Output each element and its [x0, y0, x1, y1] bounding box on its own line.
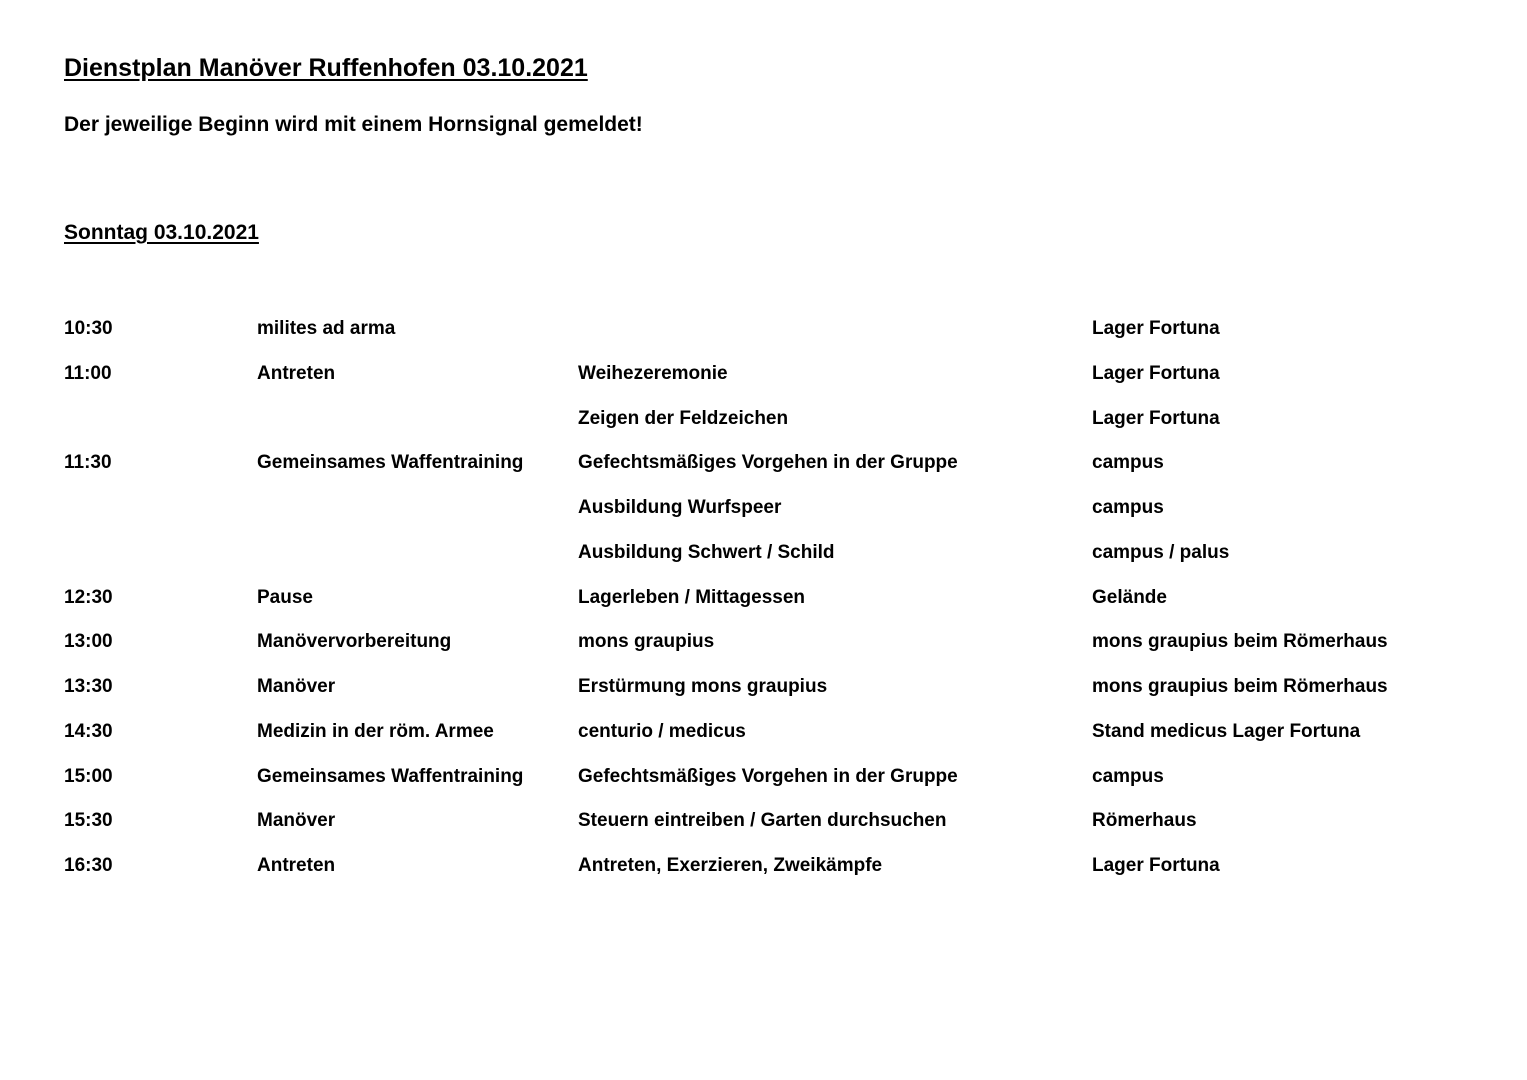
document-title: Dienstplan Manöver Ruffenhofen 03.10.2021 [64, 54, 588, 82]
schedule-row [64, 665, 1484, 710]
detail-cell: Ausbildung Wurfspeer [578, 497, 782, 518]
document-subtitle: Der jeweilige Beginn wird mit einem Hornsignal gemeldet! [64, 113, 643, 136]
location-cell: Lager Fortuna [1092, 318, 1220, 339]
detail-cell: centurio / medicus [578, 720, 746, 742]
location-cell: campus [1092, 497, 1164, 518]
activity-cell: Pause [257, 586, 313, 608]
time-cell: 11:30 [64, 452, 112, 474]
location-cell: Stand medicus Lager Fortuna [1092, 720, 1361, 742]
schedule-row [64, 755, 1484, 800]
detail-cell: Zeigen der Feldzeichen [578, 407, 789, 429]
detail-cell: mons graupius [578, 631, 715, 653]
location-cell: campus / palus [1092, 541, 1230, 563]
location-cell: Römerhaus [1092, 810, 1197, 832]
time-cell: 16:30 [64, 855, 113, 876]
schedule-row [64, 799, 1484, 844]
location-cell: campus [1092, 765, 1164, 787]
location-cell: Lager Fortuna [1092, 362, 1220, 384]
activity-cell: Gemeinsames Waffentraining [257, 452, 524, 474]
schedule-row [64, 397, 1484, 442]
detail-cell: Weihezeremonie [578, 362, 728, 384]
location-cell: campus [1092, 452, 1164, 474]
time-cell: 13:30 [64, 676, 113, 697]
location-cell: Lager Fortuna [1092, 407, 1220, 429]
schedule-row [64, 844, 1484, 889]
schedule-row [64, 710, 1484, 755]
activity-cell: Antreten [257, 855, 336, 876]
time-cell: 10:30 [64, 318, 113, 339]
schedule-row [64, 441, 1484, 486]
time-cell: 15:00 [64, 765, 113, 787]
time-cell: 14:30 [64, 720, 113, 742]
schedule-row [64, 576, 1484, 621]
activity-cell: Medizin in der röm. Armee [257, 720, 494, 742]
location-cell: Gelände [1092, 586, 1167, 608]
schedule-row [64, 307, 1484, 352]
schedule-row [64, 486, 1484, 531]
location-cell: Lager Fortuna [1092, 855, 1220, 876]
detail-cell: Steuern eintreiben / Garten durchsuchen [578, 810, 947, 832]
location-cell: mons graupius beim Römerhaus [1092, 631, 1388, 653]
activity-cell: Gemeinsames Waffentraining [257, 765, 524, 787]
schedule-row [64, 352, 1484, 397]
detail-cell: Antreten, Exerzieren, Zweikämpfe [578, 855, 883, 876]
detail-cell: Gefechtsmäßiges Vorgehen in der Gruppe [578, 452, 958, 474]
detail-cell: Erstürmung mons graupius [578, 676, 828, 697]
time-cell: 11:00 [64, 362, 112, 384]
activity-cell: milites ad arma [257, 318, 396, 339]
detail-cell: Ausbildung Schwert / Schild [578, 541, 835, 563]
day-heading: Sonntag 03.10.2021 [64, 221, 259, 244]
activity-cell: Manövervorbereitung [257, 631, 452, 653]
schedule-row [64, 620, 1484, 665]
location-cell: mons graupius beim Römerhaus [1092, 676, 1388, 697]
activity-cell: Manöver [257, 810, 336, 832]
schedule-row [64, 531, 1484, 576]
schedule-table [64, 307, 1484, 889]
time-cell: 15:30 [64, 810, 113, 832]
detail-cell: Lagerleben / Mittagessen [578, 586, 806, 608]
activity-cell: Antreten [257, 362, 336, 384]
time-cell: 13:00 [64, 631, 113, 653]
detail-cell: Gefechtsmäßiges Vorgehen in der Gruppe [578, 765, 958, 787]
activity-cell: Manöver [257, 676, 336, 697]
time-cell: 12:30 [64, 586, 113, 608]
